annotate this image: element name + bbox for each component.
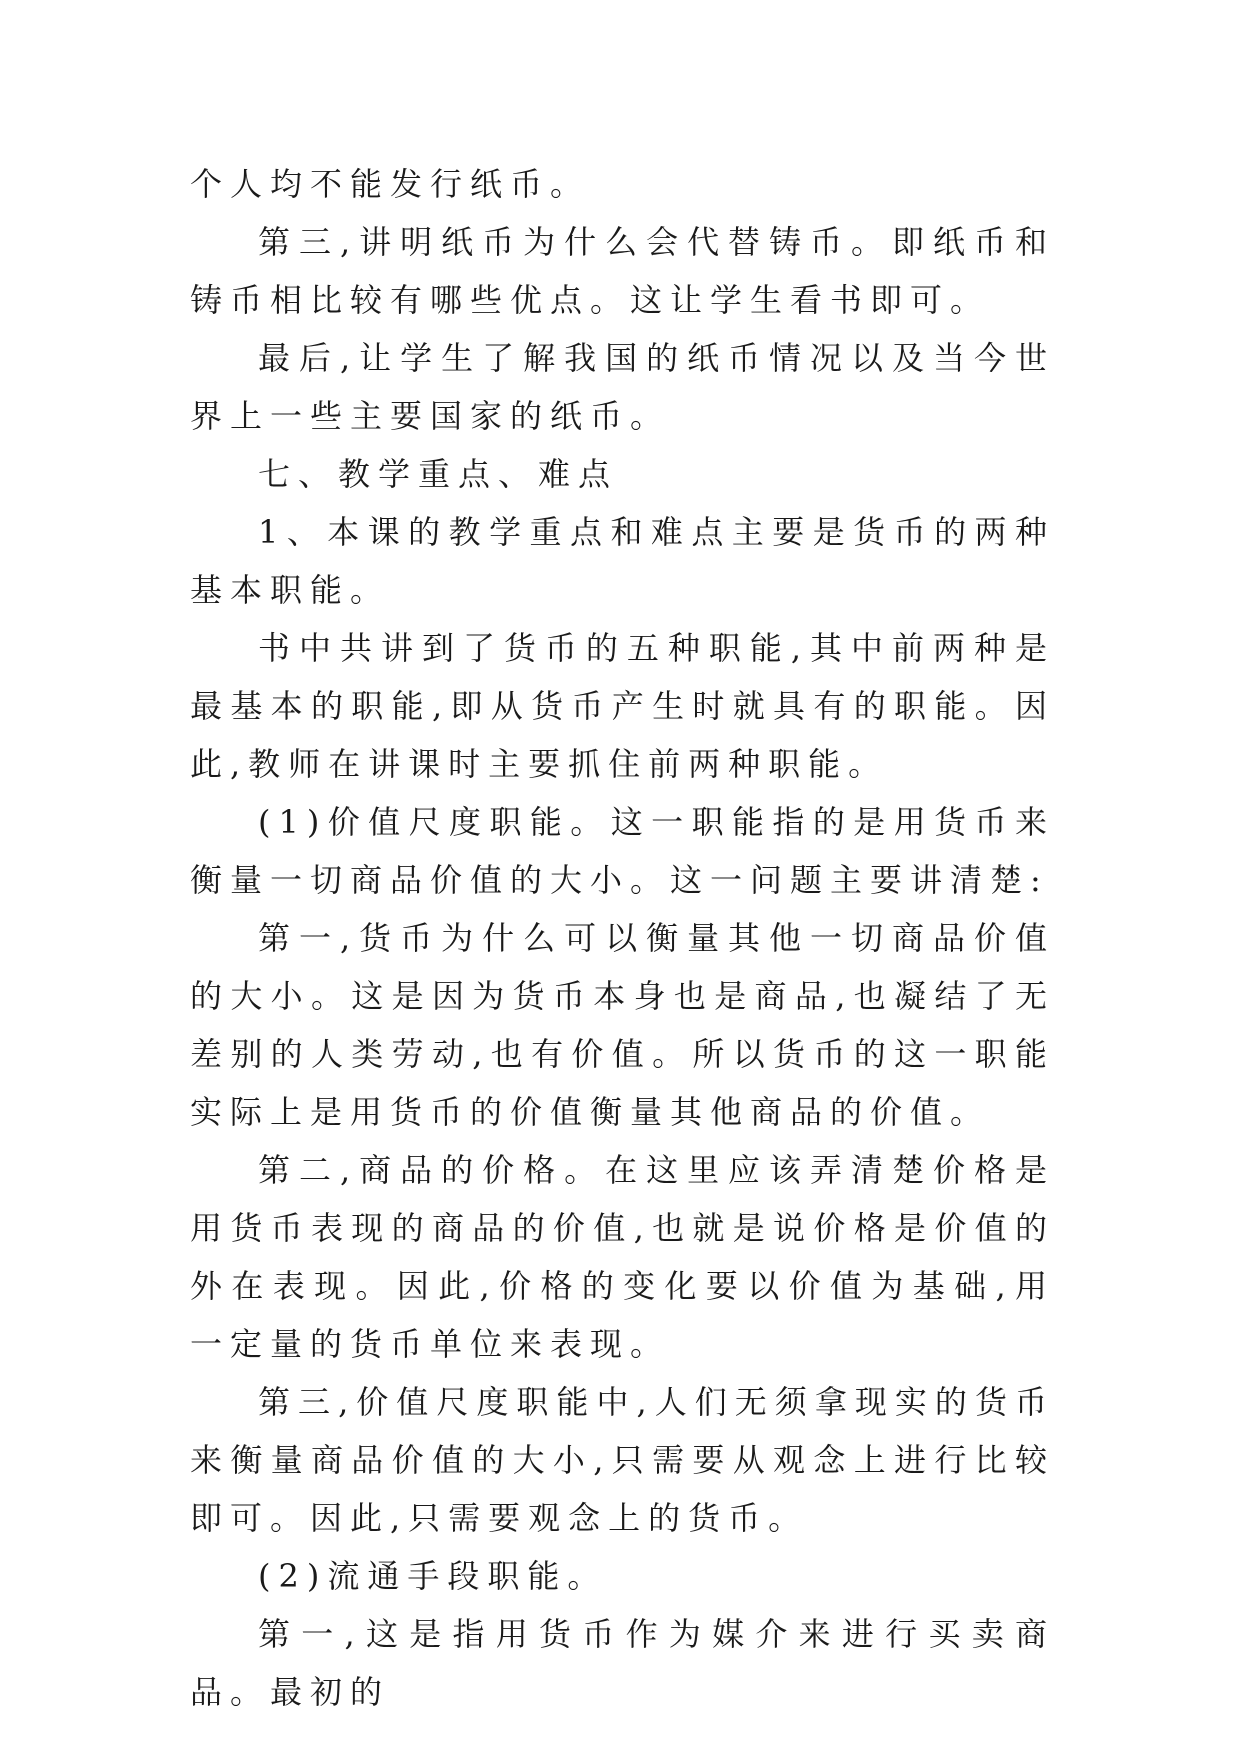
paragraph: (2)流通手段职能。: [258, 1557, 608, 1595]
paragraph: 第一,这是指用货币作为媒介来进行买卖商品。最初的: [190, 1615, 1055, 1711]
paragraph: 书中共讲到了货币的五种职能,其中前两种是最基本的职能,即从货币产生时就具有的职能。因此,教师在讲课时主要抓住前两种职能。: [190, 629, 1055, 783]
paragraph: 第三,价值尺度职能中,人们无须拿现实的货币来衡量商品价值的大小,只需要从观念上进行比较即可。因此,只需要观念上的货币。: [190, 1383, 1055, 1537]
document-body: [190, 155, 1055, 1721]
paragraph: 第二,商品的价格。在这里应该弄清楚价格是用货币表现的商品的价值,也就是说价格是价值的外在表现。因此,价格的变化要以价值为基础,用一定量的货币单位来表现。: [190, 1151, 1055, 1363]
section-heading: 七、教学重点、难点: [258, 455, 619, 493]
paragraph: 1、本课的教学重点和难点主要是货币的两种基本职能。: [190, 513, 1055, 609]
paragraph: 个人均不能发行纸币。: [190, 165, 591, 203]
paragraph: 最后,让学生了解我国的纸币情况以及当今世界上一些主要国家的纸币。: [190, 339, 1055, 435]
paragraph: (1)价值尺度职能。这一职能指的是用货币来衡量一切商品价值的大小。这一问题主要讲清楚:: [190, 803, 1055, 899]
paragraph: 第三,讲明纸币为什么会代替铸币。即纸币和铸币相比较有哪些优点。这让学生看书即可。: [190, 223, 1055, 319]
paragraph: 第一,货币为什么可以衡量其他一切商品价值的大小。这是因为货币本身也是商品,也凝结了无差别的人类劳动,也有价值。所以货币的这一职能实际上是用货币的价值衡量其他商品的价值。: [190, 919, 1055, 1131]
